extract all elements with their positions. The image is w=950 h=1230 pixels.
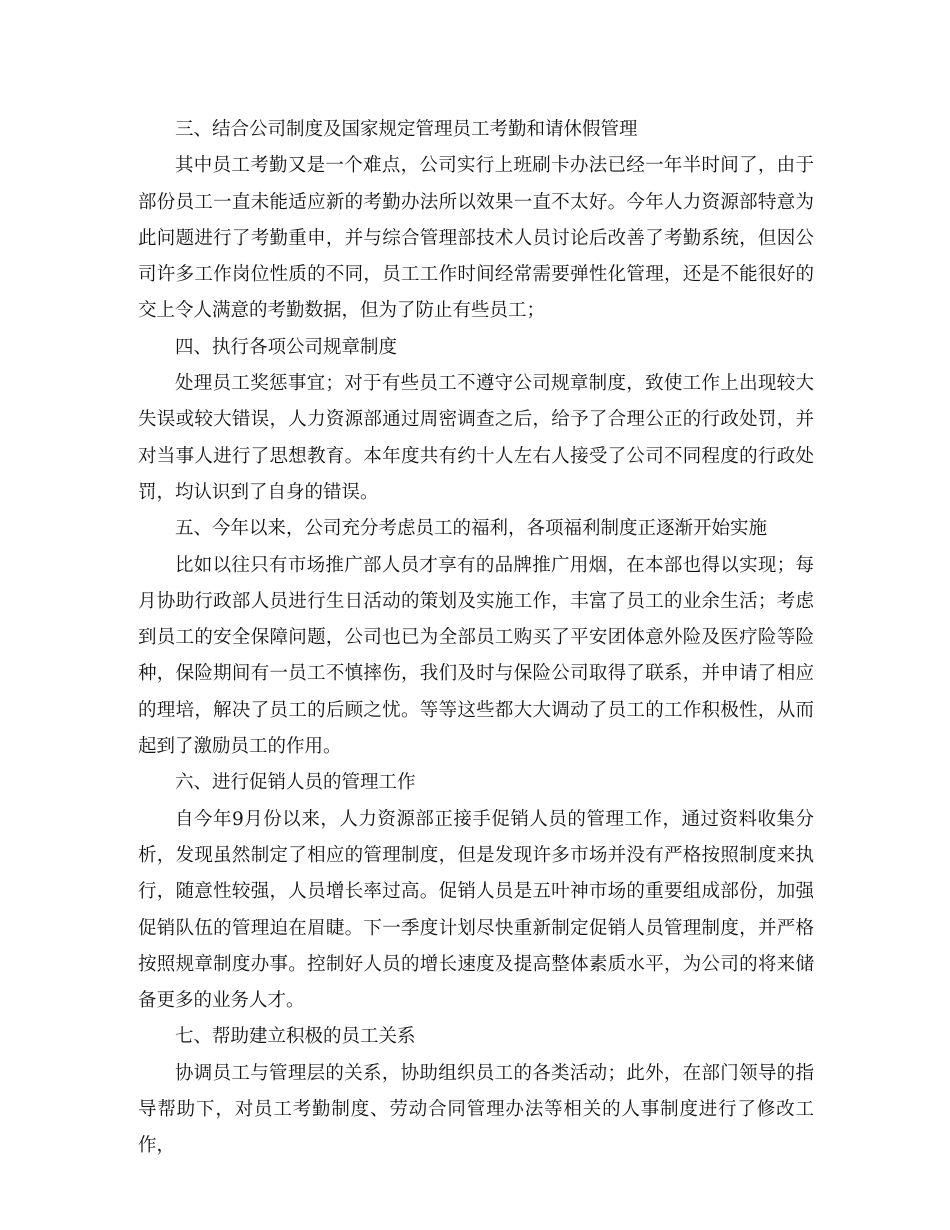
section-heading-7: 七、帮助建立积极的员工关系 (175, 1026, 416, 1048)
section-paragraph-5: 比如以往只有市场推广部人员才享有的品牌推广用烟，在本部也得以实现；每月协助行政部人员进行生日活动的策划及实施工作，丰富了员工的业余生活；考虑到员工的安全保障问题，公司也已为全部员工购买了平安团体意外险及医疗险等险种，保险期间有一员工不慎摔伤，我们及时与保险公司取得了联系，并申请了相应的理培，解决了员工的后顾之忧。等等这些都大大调动了员工的工作积极性，从而起到了激励员工的作用。 (138, 554, 814, 758)
section-paragraph-4: 处理员工奖惩事宜；对于有些员工不遵守公司规章制度，致使工作上出现较大失误或较大错误，人力资源部通过周密调查之后，给予了合理公正的行政处罚，并对当事人进行了思想教育。本年度共有约十人左右人接受了公司不同程度的行政处罚，均认识到了自身的错误。 (138, 373, 814, 503)
section-heading-6: 六、进行促销人员的管理工作 (175, 772, 416, 794)
section-paragraph-7: 协调员工与管理层的关系，协助组织员工的各类活动；此外，在部门领导的指导帮助下，对员工考勤制度、劳动合同管理办法等相关的人事制度进行了修改工作， (138, 1062, 814, 1157)
section-heading-5: 五、今年以来，公司充分考虑员工的福利，各项福利制度正逐渐开始实施 (175, 518, 768, 540)
section-paragraph-6: 自今年9月份以来，人力资源部正接手促销人员的管理工作，通过资料收集分析，发现虽然制定了相应的管理制度，但是发现许多市场并没有严格按照制度来执行，随意性较强，人员增长率过高。促销人员是五叶神市场的重要组成部份，加强促销队伍的管理迫在眉睫。下一季度计划尽快重新制定促销人员管理制度，并严格按照规章制度办事。控制好人员的增长速度及提高整体素质水平，为公司的将来储备更多的业务人才。 (138, 808, 814, 1012)
section-heading-4: 四、执行各项公司规章制度 (175, 336, 398, 358)
section-paragraph-3: 其中员工考勤又是一个难点，公司实行上班刷卡办法已经一年半时间了，由于部份员工一直未能适应新的考勤办法所以效果一直不太好。今年人力资源部特意为此问题进行了考勤重申，并与综合管理部技术人员讨论后改善了考勤系统，但因公司许多工作岗位性质的不同，员工工作时间经常需要弹性化管理，还是不能很好的交上令人满意的考勤数据，但为了防止有些员工； (138, 155, 814, 322)
document-body (138, 112, 814, 1165)
section-heading-3: 三、结合公司制度及国家规定管理员工考勤和请休假管理 (175, 119, 638, 140)
